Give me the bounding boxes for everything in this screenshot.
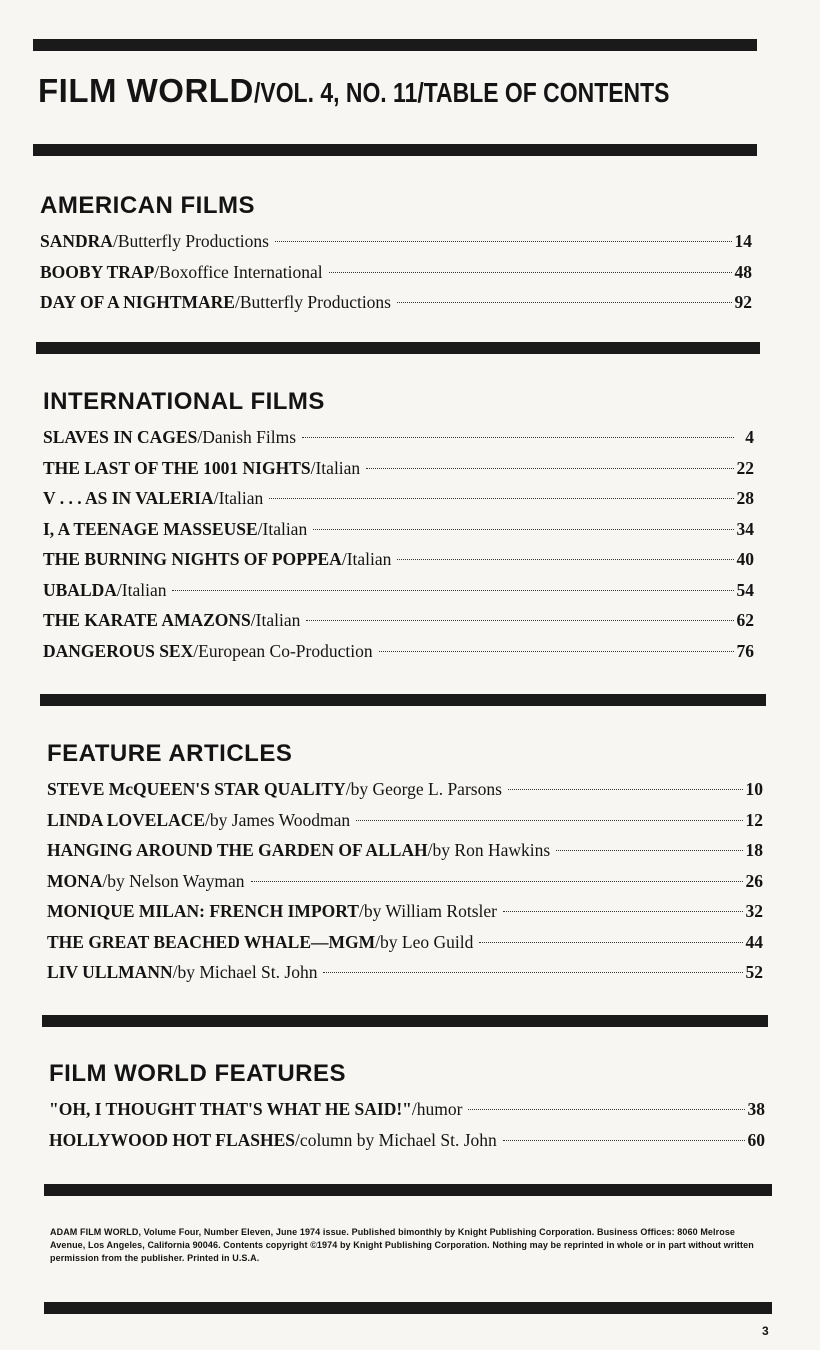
entry-separator: / (411, 1099, 417, 1119)
entry-separator: / (205, 809, 210, 830)
dot-leader (397, 302, 732, 303)
entry-subtitle: European Co-Production (198, 640, 373, 661)
entry-title: MONA (47, 870, 103, 891)
entry-title: THE LAST OF THE 1001 NIGHTS (43, 457, 311, 478)
entry-page-number: 12 (745, 809, 763, 830)
entry-page-number: 4 (745, 427, 754, 447)
entry-subtitle: Italian (121, 579, 167, 600)
toc-entry (43, 453, 754, 484)
dot-leader (356, 820, 743, 821)
entry-subtitle: Italian (315, 457, 361, 478)
entry-subtitle: Boxoffice International (159, 261, 323, 282)
toc-entry (49, 1125, 765, 1156)
section-heading: FEATURE ARTICLES (47, 740, 293, 767)
toc-entry (40, 287, 752, 318)
entry-page-number: 40 (736, 549, 754, 569)
entry-title: UBALDA (43, 579, 117, 600)
toc-entry (43, 575, 754, 606)
entry-separator: / (375, 931, 381, 952)
entry-subtitle: by Nelson Wayman (107, 870, 245, 891)
toc-entry (43, 514, 754, 545)
entry-page-number: 34 (736, 518, 754, 539)
dot-leader (468, 1109, 745, 1110)
entry-subtitle: Butterfly Productions (239, 292, 391, 312)
divider-rule (44, 1302, 772, 1314)
toc-entry (47, 774, 763, 805)
toc-entry (43, 605, 754, 636)
toc-entry (47, 805, 763, 836)
section-heading: AMERICAN FILMS (40, 192, 255, 219)
toc-entry (47, 835, 763, 866)
entry-title: THE GREAT BEACHED WHALE—MGM (47, 931, 376, 952)
divider-rule (36, 342, 760, 354)
toc-entry (43, 544, 754, 575)
entry-title: I, A TEENAGE MASSEUSE (43, 518, 258, 539)
entry-title: "OH, I THOUGHT THAT'S WHAT HE SAID!" (49, 1099, 412, 1119)
toc-entry (47, 957, 763, 988)
publication-credits: ADAM FILM WORLD, Volume Four, Number Eleven, June 1974 issue. Published bimonthly by Knight Publishing Corporation. Business Offices: 8060 Melrose Avenue, Los Angeles, California 90046. Contents copyright ©1974 by Knight Publishing Corporation. Nothing may be reprinted in whole or in part without written permission from the publisher. Printed in U.S.A. (50, 1227, 754, 1263)
section-heading: INTERNATIONAL FILMS (43, 388, 325, 415)
dot-leader (366, 468, 734, 469)
dot-leader (508, 789, 743, 790)
entry-page-number: 62 (736, 610, 754, 630)
dot-leader (251, 881, 743, 882)
entry-page-number: 10 (745, 779, 763, 799)
entry-separator: / (295, 1129, 300, 1150)
entry-page-number: 28 (736, 488, 754, 508)
dot-leader (556, 850, 743, 851)
entry-page-number: 18 (745, 840, 763, 860)
entry-separator: / (257, 518, 263, 539)
entry-subtitle: by George L. Parsons (350, 779, 502, 799)
section-film-world-features (49, 1060, 765, 1155)
dot-leader (503, 1140, 745, 1141)
entry-subtitle: Italian (346, 549, 392, 569)
dot-leader (479, 942, 743, 943)
toc-entry (40, 226, 752, 257)
dot-leader (313, 529, 734, 530)
section-heading: FILM WORLD FEATURES (49, 1060, 347, 1087)
dot-leader (503, 911, 743, 912)
dot-leader (275, 241, 732, 242)
dot-leader (302, 437, 734, 438)
dot-leader (397, 559, 734, 560)
entry-title: DAY OF A NIGHTMARE (40, 292, 235, 312)
entry-subtitle: Italian (255, 610, 301, 630)
entry-page-number: 38 (747, 1099, 765, 1119)
toc-entry (43, 422, 754, 453)
dot-leader (172, 590, 734, 591)
entry-subtitle: by James Woodman (209, 809, 351, 830)
divider-rule (33, 144, 757, 156)
page-number: 3 (762, 1324, 769, 1338)
entry-page-number: 48 (734, 261, 752, 282)
entry-subtitle: by Ron Hawkins (432, 840, 551, 860)
entry-subtitle: by William Rotsler (363, 901, 497, 921)
entry-subtitle: column by Michael St. John (299, 1129, 497, 1150)
entry-separator: / (197, 427, 203, 447)
entry-separator: / (213, 488, 219, 508)
dot-leader (323, 972, 743, 973)
dot-leader (269, 498, 734, 499)
toc-entry (47, 866, 763, 897)
entry-separator: / (341, 549, 347, 569)
entry-title: BOOBY TRAP (40, 261, 155, 282)
divider-rule (40, 694, 766, 706)
toc-entry (43, 636, 754, 667)
entry-page-number: 60 (747, 1129, 765, 1150)
entry-subtitle: by Leo Guild (380, 931, 474, 952)
entry-title: THE KARATE AMAZONS (43, 610, 251, 630)
entry-title: V . . . AS IN VALERIA (43, 488, 214, 508)
entry-page-number: 26 (745, 870, 763, 891)
divider-rule (44, 1184, 772, 1196)
entry-separator: / (172, 962, 178, 982)
entry-subtitle: Italian (262, 518, 308, 539)
page-title (38, 72, 760, 110)
entry-title: THE BURNING NIGHTS OF POPPEA (43, 549, 342, 569)
section-international-films (43, 388, 754, 666)
entry-title: DANGEROUS SEX (43, 640, 194, 661)
entry-subtitle: Butterfly Productions (117, 231, 269, 251)
entry-title: LIV ULLMANN (47, 962, 173, 982)
entry-separator: / (154, 261, 160, 282)
entry-subtitle: humor (416, 1099, 463, 1119)
entry-title: HANGING AROUND THE GARDEN OF ALLAH (47, 840, 428, 860)
toc-entry (49, 1094, 765, 1125)
dot-leader (379, 651, 734, 652)
toc-entry (40, 257, 752, 288)
entry-page-number: 44 (745, 931, 763, 952)
section-feature-articles (47, 740, 763, 988)
entry-title: SLAVES IN CAGES (43, 427, 198, 447)
entry-separator: / (250, 610, 256, 630)
entry-subtitle: by Michael St. John (177, 962, 318, 982)
issue-heading: /VOL. 4, NO. 11/TABLE OF CONTENTS (253, 77, 670, 108)
entry-page-number: 32 (745, 901, 763, 921)
entry-page-number: 22 (736, 457, 754, 478)
divider-rule (33, 39, 757, 51)
dot-leader (306, 620, 734, 621)
section-american-films (40, 192, 752, 318)
entry-subtitle: Danish Films (202, 427, 297, 447)
entry-page-number: 54 (736, 579, 754, 600)
entry-separator: / (310, 457, 316, 478)
toc-entry (47, 927, 763, 958)
entry-separator: / (345, 779, 351, 799)
entry-page-number: 14 (734, 231, 752, 251)
entry-title: STEVE McQUEEN'S STAR QUALITY (47, 779, 346, 799)
divider-rule (42, 1015, 768, 1027)
toc-entry (43, 483, 754, 514)
entry-separator: / (116, 579, 122, 600)
entry-separator: / (234, 292, 240, 312)
entry-title: HOLLYWOOD HOT FLASHES (49, 1129, 296, 1150)
entry-title: MONIQUE MILAN: FRENCH IMPORT (47, 901, 359, 921)
toc-entry (47, 896, 763, 927)
entry-page-number: 92 (734, 292, 752, 312)
entry-separator: / (358, 901, 364, 921)
entry-page-number: 76 (736, 640, 754, 661)
entry-subtitle: Italian (218, 488, 264, 508)
entry-title: SANDRA (40, 231, 113, 251)
entry-title: LINDA LOVELACE (47, 809, 206, 830)
entry-separator: / (427, 840, 433, 860)
entry-separator: / (193, 640, 199, 661)
magazine-name: FILM WORLD (38, 72, 254, 109)
entry-separator: / (102, 870, 108, 891)
entry-separator: / (112, 231, 118, 251)
dot-leader (329, 272, 732, 273)
entry-page-number: 52 (745, 962, 763, 982)
